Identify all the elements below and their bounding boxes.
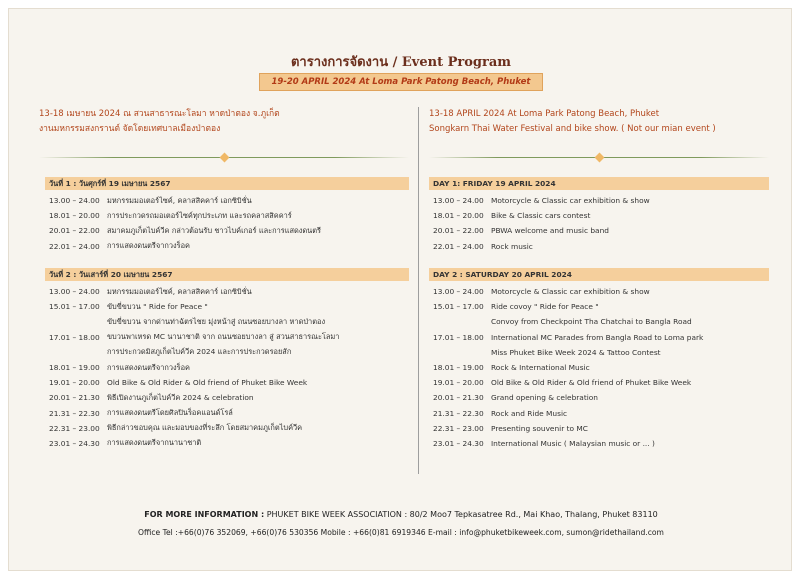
left-day2-schedule [49,284,339,451]
diamond-ornament-icon [595,153,605,163]
left-header-line2: งานมหกรรมสงกรานต์ จัดโดยเทศบาลเมืองป่าตอง [39,124,221,134]
schedule-description: ขับขี่ขบวน " Ride for Peace " [107,301,208,311]
schedule-description: สมาคมภูเก็ตไบค์วีค กล่าวต้อนรับ ชาวไบค์เกอร์ และการแสดงดนตรี [107,225,322,235]
schedule-row [49,436,339,451]
schedule-time: 21.31 – 22.30 [433,408,484,418]
left-ornament-divider [39,153,409,163]
schedule-time: 19.01 – 20.00 [433,378,484,388]
schedule-description: International MC Parades from Bangla Road to Loma park [491,332,704,342]
schedule-description: Old Bike & Old Rider & Old friend of Phuket Bike Week [107,378,308,388]
schedule-description: Miss Phuket Bike Week 2024 & Tattoo Contest [491,347,661,357]
right-header-line1: 13-18 APRIL 2024 At Loma Park Patong Beach, Phuket [429,109,660,119]
schedule-row [49,330,339,345]
schedule-time: 13.00 – 24.00 [433,196,484,206]
footer-info-text: PHUKET BIKE WEEK ASSOCIATION : 80/2 Moo7 Tepkasatree Rd., Mai Khao, Thalang, Phuket 83110 [266,510,658,519]
schedule-description: Ride covoy " Ride for Peace " [491,302,599,312]
schedule-description: Rock music [491,241,533,251]
schedule-row [433,406,703,421]
schedule-time: 20.01 – 22.00 [433,226,484,236]
schedule-row [49,239,321,254]
schedule-row [433,284,703,299]
footer-contact: Office Tel :+66(0)76 352069, +66(0)76 530356 Mobile : +66(0)81 6919346 E-mail : info@phuketbikeweek.com, sumon@ridethailand.com [138,528,664,537]
schedule-row [433,223,650,238]
schedule-row [433,436,703,451]
schedule-row [433,345,703,360]
diamond-ornament-icon [220,153,230,163]
right-ornament-divider [429,153,769,163]
schedule-description: Rock & International Music [491,363,590,373]
schedule-time: 22.01 – 24.00 [433,241,484,251]
schedule-description: การประกวดมิสภูเก็ตไบค์วีค 2024 และการประกวดรอยสัก [107,347,292,357]
page-title: ตารางการจัดงาน / Event Program [290,55,512,70]
schedule-row [49,284,339,299]
schedule-time: 15.01 – 17.00 [433,302,484,312]
schedule-time: 13.00 – 24.00 [433,287,484,297]
schedule-row [49,375,339,390]
column-divider [418,107,419,474]
schedule-row [49,223,321,238]
schedule-description: Bike & Classic cars contest [491,211,591,221]
schedule-time: 20.01 – 21.30 [49,393,100,403]
schedule-row [49,360,339,375]
schedule-row [433,193,650,208]
schedule-description: การประกวดรถมอเตอร์ไซค์ทุกประเภท และรถคลาสสิคคาร์ [107,210,292,220]
footer-info-label: FOR MORE INFORMATION : [144,510,265,519]
schedule-row [433,299,703,314]
schedule-row [433,360,703,375]
schedule-description: พิธีกล่าวขอบคุณ และมอบของที่ระลึก โดยสมาคมภูเก็ตไบค์วีค [107,423,303,433]
schedule-description: Convoy from Checkpoint Tha Chatchai to Bangla Road [491,317,692,327]
schedule-row [49,299,339,314]
footer-info [9,510,793,519]
schedule-time: 17.01 – 18.00 [49,332,100,342]
right-day2-header: DAY 2 : SATURDAY 20 APRIL 2024 [429,268,769,281]
schedule-time: 20.01 – 21.30 [433,393,484,403]
schedule-description: พิธีเปิดงานภูเก็ตไบค์วีค 2024 & celebration [107,392,254,402]
schedule-description: Rock and Ride Music [491,408,568,418]
schedule-time: 17.01 – 18.00 [433,332,484,342]
schedule-time: 21.31 – 22.30 [49,408,100,418]
schedule-description: Presenting souvenir to MC [491,423,588,433]
schedule-time: 18.01 – 20.00 [49,211,100,221]
right-day1-header: DAY 1: FRIDAY 19 APRIL 2024 [429,177,769,190]
date-location-banner: 19-20 APRIL 2024 At Loma Park Patong Beach, Phuket [259,73,543,91]
schedule-row [433,239,650,254]
schedule-time: 23.01 – 24.30 [49,438,100,448]
schedule-row [49,390,339,405]
right-day2-schedule [433,284,703,451]
schedule-row [433,375,703,390]
schedule-description: มหกรรมมอเตอร์ไซค์, คลาสสิคคาร์ เอกซิบิชั่น [107,195,252,205]
schedule-description: การแสดงดนตรีโดยศิลปินร็อคแอนด์โรล์ [107,408,233,418]
schedule-row [49,421,339,436]
schedule-row [433,314,703,329]
schedule-time: 20.01 – 22.00 [49,226,100,236]
schedule-row [49,345,339,360]
schedule-description: Motorcycle & Classic car exhibition & show [491,196,650,206]
left-day1-header: วันที่ 1 : วันศุกร์ที่ 19 เมษายน 2567 [45,177,409,190]
schedule-description: การแสดงดนตรีจากวงร็อค [107,241,190,251]
left-day2-header: วันที่ 2 : วันเสาร์ที่ 20 เมษายน 2567 [45,268,409,281]
left-header-line1: 13-18 เมษายน 2024 ณ สวนสาธารณะโลมา หาดป่าตอง จ.ภูเก็ต [39,109,280,119]
schedule-row [433,421,703,436]
event-program-sheet [8,8,792,571]
schedule-time: 18.01 – 20.00 [433,211,484,221]
schedule-row [49,193,321,208]
schedule-row [433,390,703,405]
schedule-time: 18.01 – 19.00 [433,363,484,373]
schedule-description: การแสดงดนตรีจากวงร็อค [107,362,190,372]
schedule-time: 22.31 – 23.00 [49,423,100,433]
schedule-row [433,208,650,223]
schedule-time: 13.00 – 24.00 [49,196,100,206]
schedule-time: 15.01 – 17.00 [49,302,100,312]
schedule-description: Old Bike & Old Rider & Old friend of Phuket Bike Week [491,378,692,388]
schedule-description: ขบวนพาเหรด MC นานาชาติ จาก ถนนซอยบางลา สู่ สวนสาธารณะโลมา [107,332,340,342]
schedule-time: 19.01 – 20.00 [49,378,100,388]
schedule-time: 13.00 – 24.00 [49,287,100,297]
schedule-description: มหกรรมมอเตอร์ไซค์, คลาสสิคคาร์ เอกซิบิชั่น [107,286,252,296]
schedule-description: PBWA welcome and music band [491,226,609,236]
right-header-line2: Songkarn Thai Water Festival and bike show. ( Not our mian event ) [429,124,716,134]
schedule-row [433,330,703,345]
schedule-time: 23.01 – 24.30 [433,438,484,448]
schedule-row [49,208,321,223]
schedule-row [49,406,339,421]
schedule-description: Motorcycle & Classic car exhibition & show [491,287,650,297]
right-day1-schedule [433,193,650,254]
schedule-time: 22.01 – 24.00 [49,241,100,251]
schedule-description: การแสดงดนตรีจากนานาชาติ [107,438,202,448]
schedule-time: 18.01 – 19.00 [49,363,100,373]
schedule-time: 22.31 – 23.00 [433,423,484,433]
left-day1-schedule [49,193,321,254]
schedule-description: International Music ( Malaysian music or ... ) [491,438,655,448]
schedule-description: Grand opening & celebration [491,393,598,403]
schedule-description: ขับขี่ขบวน จากด่านท่าฉัตรไชย มุ่งหน้าสู่ ถนนซอยบางลา หาดป่าตอง [107,316,326,326]
schedule-row [49,314,339,329]
